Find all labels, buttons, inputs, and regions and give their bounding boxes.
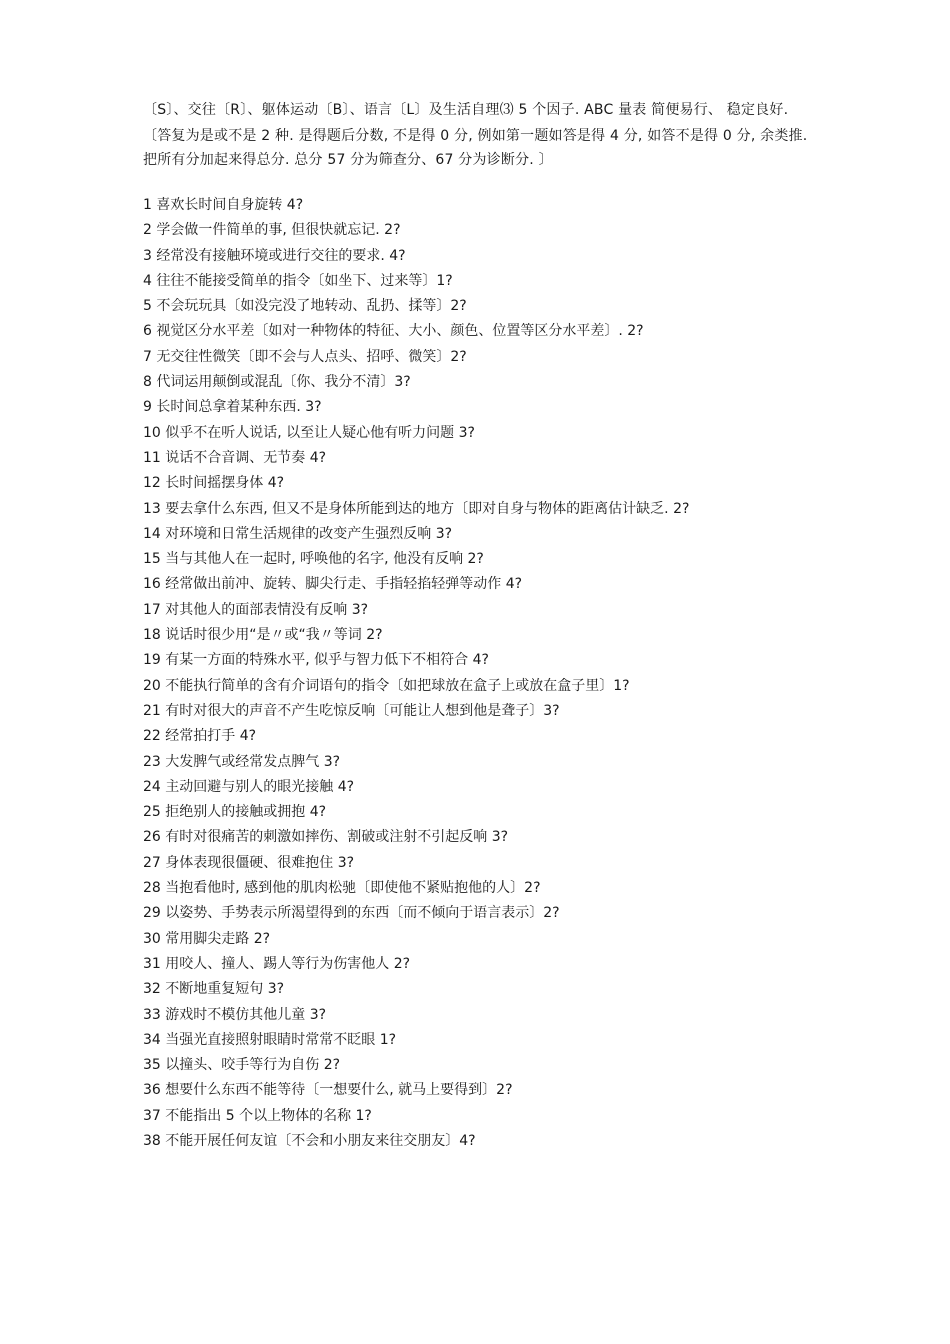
question-item: 33 游戏时不模仿其他儿童 3? (143, 1006, 327, 1023)
question-item: 12 长时间摇摆身体 4? (143, 475, 285, 492)
question-item: 2 学会做一件简单的事, 但很快就忘记. 2? (143, 222, 401, 239)
question-item: 34 当强光直接照射眼睛时常常不眨眼 1? (143, 1031, 397, 1048)
intro-section (143, 100, 823, 172)
question-item: 24 主动回避与别人的眼光接触 4? (143, 778, 355, 795)
question-item: 4 往往不能接受简单的指令〔如坐下、过来等〕1? (143, 272, 453, 289)
question-item: 36 想要什么东西不能等待〔一想要什么, 就马上要得到〕2? (143, 1082, 513, 1099)
question-item: 22 经常拍打手 4? (143, 728, 257, 745)
question-item: 32 不断地重复短句 3? (143, 981, 285, 998)
question-item: 27 身体表现很僵硬、很难抱住 3? (143, 854, 355, 871)
question-item: 15 当与其他人在一起时, 呼唤他的名字, 他没有反响 2? (143, 551, 484, 568)
question-item: 20 不能执行简单的含有介词语句的指令〔如把球放在盒子上或放在盒子里〕1? (143, 677, 630, 694)
document-page (143, 100, 823, 1157)
question-item: 11 说话不合音调、无节奏 4? (143, 449, 327, 466)
question-item: 18 说话时很少用“是〃或“我〃等词 2? (143, 627, 383, 644)
question-item: 19 有某一方面的特殊水平, 似乎与智力低下不相符合 4? (143, 652, 489, 669)
question-item: 1 喜欢长时间自身旋转 4? (143, 197, 304, 213)
question-list (143, 196, 823, 1151)
question-item: 17 对其他人的面部表情没有反响 3? (143, 601, 369, 618)
question-item: 7 无交往性微笑〔即不会与人点头、招呼、微笑〕2? (143, 348, 467, 365)
question-item: 14 对环境和日常生活规律的改变产生强烈反响 3? (143, 525, 453, 542)
intro-text: 〔S〕、交往〔R〕、躯体运动〔B〕、语言〔L〕及生活自理⑶ 5 个因子. ABC 量表 简便易行、 稳定良好. (143, 102, 789, 118)
question-item: 30 常用脚尖走路 2? (143, 930, 271, 947)
question-item: 21 有时对很大的声音不产生吃惊反响〔可能让人想到他是聋子〕3? (143, 702, 560, 719)
question-item: 16 经常做出前冲、旋转、脚尖行走、手指轻掐轻弹等动作 4? (143, 576, 523, 593)
question-item: 10 似乎不在听人说话, 以至让人疑心他有听力问题 3? (143, 424, 475, 441)
question-item: 38 不能开展任何友谊〔不会和小朋友来往交朋友〕4? (143, 1132, 476, 1149)
question-item: 8 代词运用颠倒或混乱〔你、我分不清〕3? (143, 374, 411, 391)
question-item: 23 大发脾气或经常发点脾气 3? (143, 753, 341, 770)
question-item: 28 当抱看他时, 感到他的肌肉松驰〔即使他不紧贴抱他的人〕2? (143, 880, 541, 897)
scoring-note: 〔答复为是或不是 2 种. 是得题后分数, 不是得 0 分, 例如第一题如答是得 4 分, 如答不是得 0 分, 余类推. 把所有分加起来得总分. 总分 57 分为筛查分、67 分为诊断分. 〕 (143, 128, 808, 168)
question-item: 25 拒绝别人的接触或拥抱 4? (143, 804, 327, 821)
question-item: 13 要去拿什么东西, 但又不是身体所能到达的地方〔即对自身与物体的距离估计缺乏. 2? (143, 500, 690, 517)
question-item: 26 有时对很痛苦的刺激如摔伤、割破或注射不引起反响 3? (143, 829, 509, 846)
question-item: 31 用咬人、撞人、踢人等行为伤害他人 2? (143, 955, 411, 972)
question-item: 9 长时间总拿着某种东西. 3? (143, 399, 322, 416)
question-item: 35 以撞头、咬手等行为自伤 2? (143, 1057, 341, 1074)
question-item: 6 视觉区分水平差〔如对一种物体的特征、大小、颜色、位置等区分水平差〕. 2? (143, 323, 644, 340)
question-item: 5 不会玩玩具〔如没完没了地转动、乱扔、揉等〕2? (143, 298, 467, 315)
question-item: 3 经常没有接触环境或进行交往的要求. 4? (143, 247, 406, 264)
question-item: 37 不能指出 5 个以上物体的名称 1? (143, 1107, 372, 1124)
question-item: 29 以姿势、手势表示所渴望得到的东西〔而不倾向于语言表示〕2? (143, 905, 560, 922)
